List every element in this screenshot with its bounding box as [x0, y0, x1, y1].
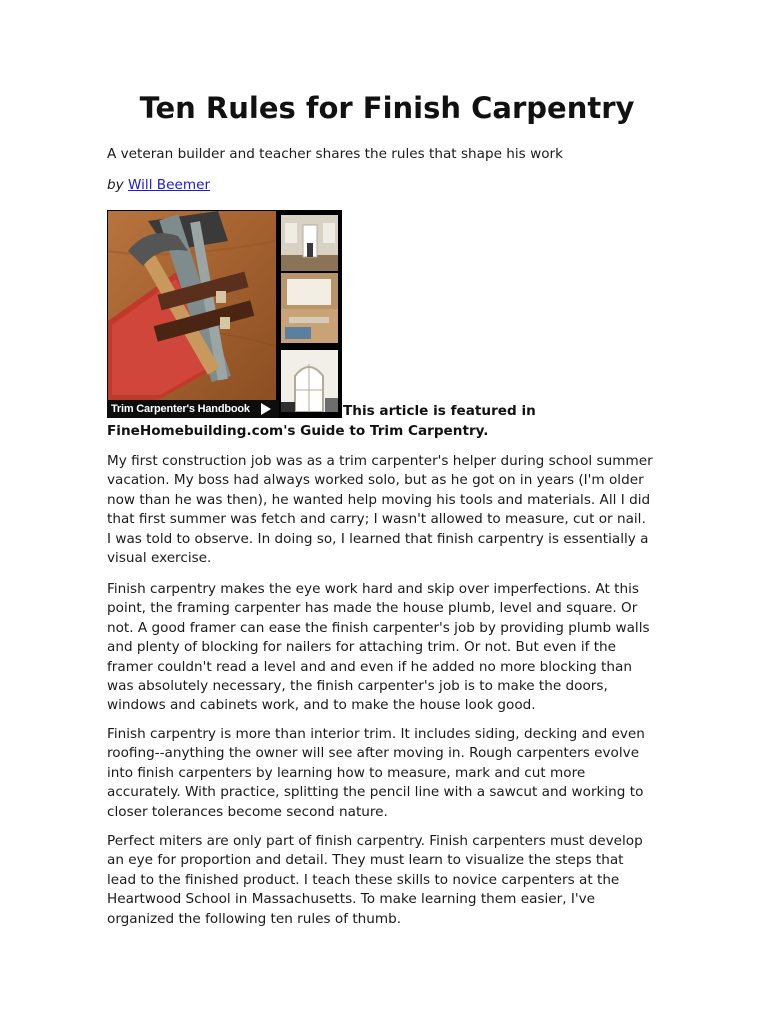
byline-prefix: by [107, 177, 124, 193]
paragraph-line: Finish carpentry makes the eye work hard and skip over imperfections. At this [107, 581, 639, 597]
paragraph-line: and plenty of blocking for nailers for attaching trim. Or not. But even if the [107, 639, 617, 656]
paragraph-line: accurately. With practice, splitting the pencil line with a sawcut and working to [107, 784, 644, 801]
article-subtitle: A veteran builder and teacher shares the rules that shape his work [107, 146, 563, 162]
paragraph-3 [107, 725, 667, 822]
paragraph-line: was absolutely necessary, the finish carpenter's job is to make the doors, [107, 678, 608, 695]
window-trim-photo [281, 273, 338, 343]
paragraph-line: roofing--anything the owner will see after moving in. Rough carpenters evolve [107, 745, 640, 762]
paragraph-line: into finish carpenters by learning how to measure, mark and cut more [107, 764, 586, 781]
paragraph-line: visual exercise. [107, 550, 212, 567]
paragraph-line: Perfect miters are only part of finish carpentry. Finish carpenters must develop [107, 833, 643, 849]
paragraph-line: lead to the finished product. I teach these skills to novice carpenters at the [107, 871, 620, 888]
handbook-promo-image[interactable] [107, 210, 342, 418]
paragraph-line: Finish carpentry is more than interior trim. It includes siding, decking and even [107, 726, 645, 742]
byline [107, 176, 210, 195]
featured-line-1: This article is featured in [343, 403, 536, 419]
featured-line-2: FineHomebuilding.com's Guide to Trim Carpentry. [107, 422, 489, 439]
paragraph-2 [107, 580, 667, 716]
paragraph-1 [107, 452, 667, 568]
paragraph-line: My first construction job was as a trim carpenter's helper during school summer [107, 453, 653, 469]
paragraph-line: I was told to observe. In doing so, I learned that finish carpentry is essentially a [107, 530, 649, 547]
paragraph-line: an eye for proportion and detail. They must learn to visualize the steps that [107, 852, 624, 869]
figure-caption: Trim Carpenter's Handbook [111, 403, 250, 415]
hammer-and-tools-photo [108, 211, 276, 400]
paragraph-line: Heartwood School in Massachusetts. To make learning them easier, I've [107, 891, 596, 908]
paragraph-line: now than he was then), he wanted help moving his tools and materials. All I did [107, 491, 651, 508]
paragraph-line: organized the following ten rules of thumb. [107, 910, 402, 927]
paragraph-4 [107, 832, 667, 929]
paragraph-line: framer couldn't read a level and and even if he added no more blocking than [107, 658, 632, 675]
paragraph-line: closer tolerances become second nature. [107, 803, 388, 820]
featured-note [107, 402, 667, 441]
paragraph-line: not. A good framer can ease the finish carpenter's job by providing plumb walls [107, 619, 650, 636]
author-link[interactable]: Will Beemer [128, 177, 211, 193]
paragraph-line: that first summer was fetch and carry; I wasn't allowed to measure, cut or nail. [107, 511, 646, 528]
article-title: Ten Rules for Finish Carpentry [139, 91, 635, 125]
paragraph-line: windows and cabinets work, and to make the house look good. [107, 697, 536, 714]
interior-door-photo [281, 215, 338, 271]
paragraph-line: vacation. My boss had always worked solo, but as he got on in years (I'm older [107, 472, 644, 489]
paragraph-line: point, the framing carpenter has made the house plumb, level and square. Or [107, 600, 638, 617]
